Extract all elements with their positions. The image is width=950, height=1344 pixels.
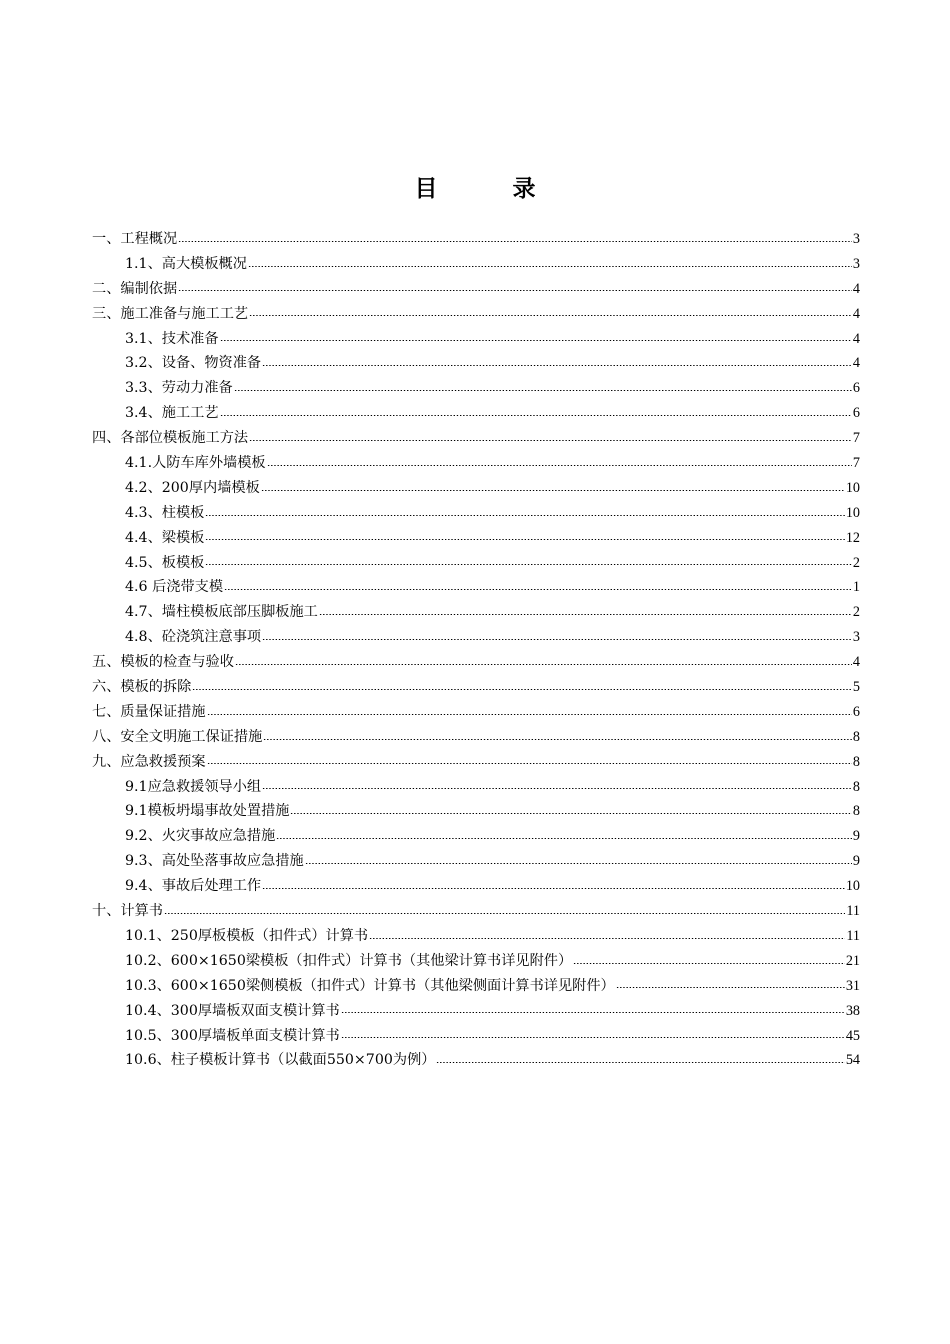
toc-entry-page-number: 9: [852, 828, 860, 845]
toc-entry-page-number: 8: [852, 753, 860, 770]
toc-entry-label: 3.3、劳动力准备: [125, 380, 233, 397]
toc-dot-leader: [276, 829, 852, 843]
toc-dot-leader: [220, 406, 852, 420]
toc-entry-label: 十、计算书: [92, 903, 163, 920]
toc-entry-label: 一、工程概况: [92, 231, 178, 247]
toc-entry-page-number: 3: [852, 231, 860, 247]
toc-entry[interactable]: [92, 376, 860, 401]
toc-dot-leader: [205, 530, 844, 544]
toc-dot-leader: [249, 306, 852, 320]
toc-entry-label: 4.1.人防车库外墙模板: [125, 455, 266, 472]
toc-entry-page-number: 2: [852, 554, 860, 571]
toc-dot-leader: [573, 954, 845, 968]
toc-entry[interactable]: [92, 252, 860, 277]
toc-dot-leader: [305, 854, 852, 868]
toc-dot-leader: [205, 506, 844, 520]
toc-dot-leader: [207, 754, 852, 768]
toc-entry[interactable]: [92, 999, 860, 1024]
toc-dot-leader: [249, 431, 852, 445]
toc-entry[interactable]: [92, 476, 860, 501]
toc-dot-leader: [234, 381, 852, 395]
toc-dot-leader: [262, 630, 852, 644]
toc-list: [92, 227, 860, 1073]
toc-entry-page-number: 7: [852, 455, 860, 472]
toc-entry-page-number: 21: [845, 952, 860, 969]
toc-entry[interactable]: [92, 351, 860, 376]
toc-entry-page-number: 11: [846, 903, 860, 920]
toc-entry-page-number: 10: [845, 878, 860, 895]
toc-entry[interactable]: [92, 600, 860, 625]
toc-entry[interactable]: [92, 277, 860, 302]
toc-entry-label: 六、模板的拆除: [92, 679, 192, 696]
toc-entry-label: 10.6、柱子模板计算书（以截面550×700为例）: [125, 1052, 436, 1069]
toc-entry-page-number: 4: [852, 305, 860, 322]
toc-dot-leader: [224, 580, 852, 594]
toc-dot-leader: [262, 779, 852, 793]
toc-entry[interactable]: [92, 799, 860, 824]
toc-entry-page-number: 2: [852, 604, 860, 621]
toc-entry[interactable]: [92, 725, 860, 750]
toc-entry-label: 4.8、砼浇筑注意事项: [125, 629, 262, 646]
toc-title: 目 录: [414, 175, 562, 202]
toc-entry[interactable]: [92, 451, 860, 476]
toc-entry-page-number: 5: [852, 679, 860, 696]
toc-dot-leader: [616, 978, 845, 992]
toc-entry-page-number: 31: [845, 977, 860, 994]
toc-entry[interactable]: [92, 526, 860, 551]
toc-entry-label: 4.2、200厚内墙模板: [125, 479, 260, 496]
toc-dot-leader: [178, 281, 852, 295]
toc-entry-page-number: 7: [852, 430, 860, 447]
toc-entry-label: 4.5、板模板: [125, 554, 205, 571]
toc-entry[interactable]: [92, 899, 860, 924]
toc-entry-label: 二、编制依据: [92, 280, 178, 297]
toc-entry-label: 4.3、柱模板: [125, 504, 205, 521]
toc-entry-label: 9.4、事故后处理工作: [125, 878, 262, 895]
toc-entry[interactable]: [92, 401, 860, 426]
toc-entry-page-number: 6: [852, 380, 860, 397]
toc-dot-leader: [262, 356, 852, 370]
toc-entry-page-number: 8: [852, 803, 860, 820]
toc-entry[interactable]: [92, 849, 860, 874]
toc-entry-label: 1.1、高大模板概况: [125, 255, 247, 272]
toc-entry[interactable]: [92, 227, 860, 252]
toc-entry-label: 四、各部位模板施工方法: [92, 430, 249, 447]
toc-entry-label: 9.1应急救援领导小组: [125, 778, 262, 795]
toc-dot-leader: [262, 879, 845, 893]
toc-entry-page-number: 11: [846, 927, 860, 944]
toc-entry-page-number: 3: [852, 255, 860, 272]
toc-entry[interactable]: [92, 874, 860, 899]
toc-entry[interactable]: [92, 426, 860, 451]
toc-entry-page-number: 10: [845, 479, 860, 496]
toc-entry[interactable]: [92, 974, 860, 999]
toc-entry-page-number: 45: [845, 1027, 860, 1044]
toc-entry-label: 10.2、600×1650梁模板（扣件式）计算书（其他梁计算书详见附件）: [125, 952, 573, 969]
toc-dot-leader: [436, 1053, 844, 1067]
toc-dot-leader: [205, 555, 852, 569]
toc-entry[interactable]: [92, 750, 860, 775]
toc-entry-page-number: 4: [852, 330, 860, 347]
toc-entry[interactable]: [92, 650, 860, 675]
toc-entry-page-number: 1: [852, 579, 860, 596]
toc-dot-leader: [267, 456, 852, 470]
toc-entry-label: 10.1、250厚板模板（扣件式）计算书: [125, 927, 369, 944]
toc-dot-leader: [220, 331, 852, 345]
toc-entry-label: 七、质量保证措施: [92, 703, 206, 720]
toc-dot-leader: [192, 680, 852, 694]
toc-entry-label: 9.2、火灾事故应急措施: [125, 828, 276, 845]
toc-entry[interactable]: [92, 625, 860, 650]
toc-entry-label: 10.3、600×1650梁侧模板（扣件式）计算书（其他梁侧面计算书详见附件）: [125, 977, 615, 994]
toc-entry-label: 3.1、技术准备: [125, 330, 219, 347]
toc-entry-page-number: 8: [852, 778, 860, 795]
toc-entry-page-number: 3: [852, 629, 860, 646]
toc-entry-page-number: 54: [845, 1052, 860, 1069]
toc-entry-label: 三、施工准备与施工工艺: [92, 305, 249, 322]
toc-entry-label: 3.2、设备、物资准备: [125, 355, 262, 372]
toc-entry-label: 4.4、梁模板: [125, 529, 205, 546]
toc-dot-leader: [178, 232, 852, 246]
toc-entry-page-number: 10: [845, 504, 860, 521]
toc-entry-page-number: 4: [852, 355, 860, 372]
toc-dot-leader: [248, 257, 852, 271]
toc-entry[interactable]: [92, 327, 860, 352]
toc-entry-label: 3.4、施工工艺: [125, 405, 219, 422]
toc-entry[interactable]: [92, 1048, 860, 1073]
toc-entry[interactable]: [92, 675, 860, 700]
toc-entry-label: 4.7、墙柱模板底部压脚板施工: [125, 604, 318, 621]
toc-dot-leader: [207, 705, 852, 719]
toc-entry[interactable]: [92, 1024, 860, 1049]
toc-entry[interactable]: [92, 700, 860, 725]
toc-entry[interactable]: [92, 824, 860, 849]
toc-dot-leader: [164, 904, 845, 918]
toc-entry[interactable]: [92, 924, 860, 949]
toc-entry[interactable]: [92, 575, 860, 600]
toc-entry[interactable]: [92, 302, 860, 327]
toc-dot-leader: [369, 929, 845, 943]
toc-entry-page-number: 8: [852, 728, 860, 745]
toc-dot-leader: [341, 1003, 845, 1017]
toc-dot-leader: [319, 605, 852, 619]
toc-dot-leader: [263, 730, 852, 744]
toc-dot-leader: [341, 1028, 845, 1042]
toc-entry-label: 9.3、高处坠落事故应急措施: [125, 853, 304, 870]
toc-entry-label: 10.5、300厚墙板单面支模计算书: [125, 1027, 340, 1044]
toc-entry-page-number: 38: [845, 1002, 860, 1019]
toc-entry-label: 9.1模板坍塌事故处置措施: [125, 803, 290, 820]
toc-entry-page-number: 9: [852, 853, 860, 870]
toc-entry-page-number: 4: [852, 654, 860, 671]
toc-entry-label: 10.4、300厚墙板双面支模计算书: [125, 1002, 340, 1019]
toc-entry[interactable]: [92, 775, 860, 800]
toc-entry-page-number: 6: [852, 405, 860, 422]
toc-entry-page-number: 12: [845, 529, 860, 546]
toc-entry-label: 4.6 后浇带支模: [125, 579, 224, 596]
toc-entry[interactable]: [92, 949, 860, 974]
toc-entry[interactable]: [92, 501, 860, 526]
toc-dot-leader: [290, 804, 851, 818]
toc-entry-label: 九、应急救援预案: [92, 753, 206, 770]
toc-dot-leader: [235, 655, 852, 669]
toc-entry-page-number: 6: [852, 703, 860, 720]
toc-dot-leader: [261, 481, 845, 495]
toc-entry-page-number: 4: [852, 280, 860, 297]
toc-entry-label: 八、安全文明施工保证措施: [92, 728, 263, 745]
toc-entry-label: 五、模板的检查与验收: [92, 654, 234, 671]
toc-entry[interactable]: [92, 551, 860, 576]
